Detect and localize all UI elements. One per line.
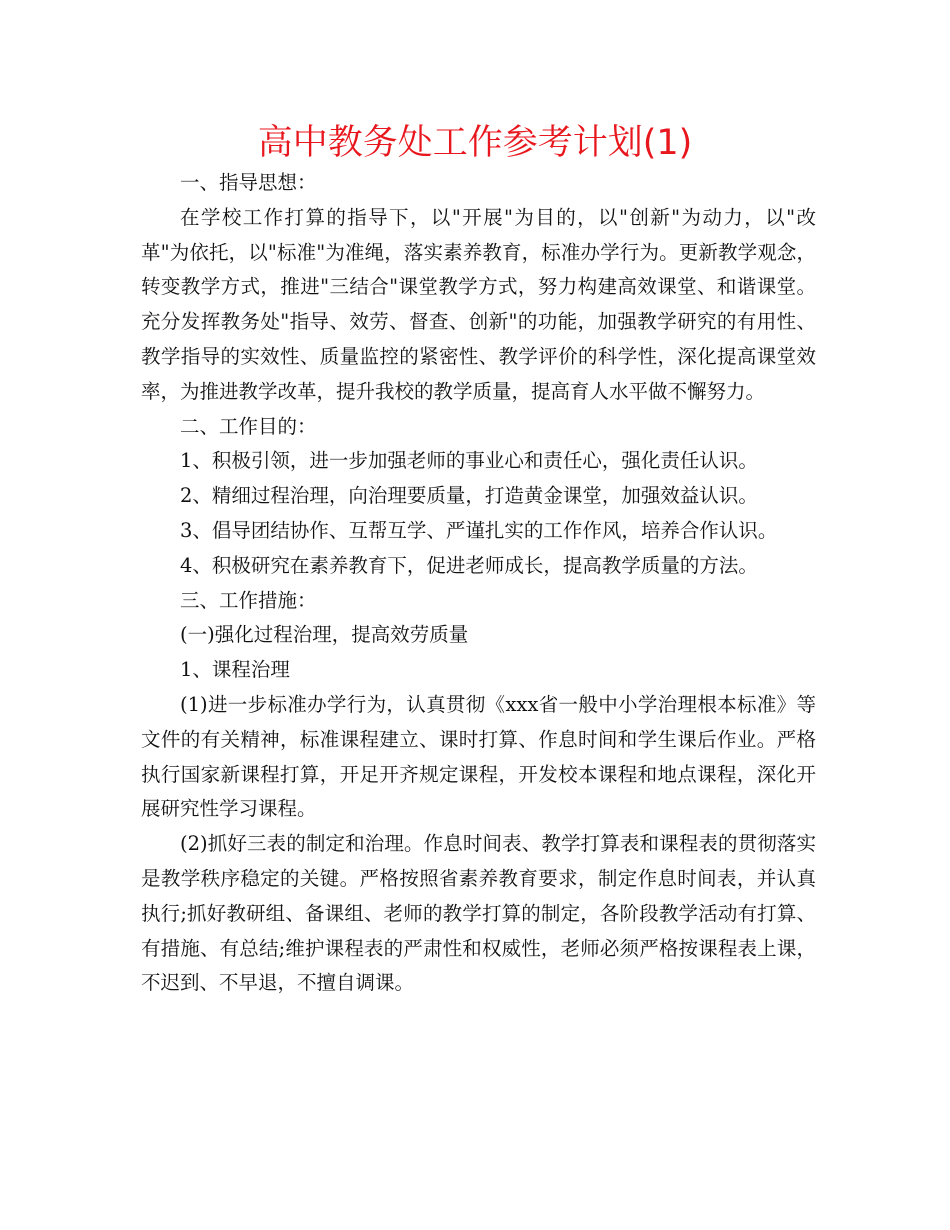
paragraph-measure-2: (2)抓好三表的制定和治理。作息时间表、教学打算表和课程表的贯彻落实是教学秩序稳定的关键。严格按照省素养教育要求，制定作息时间表，并认真执行;抓好教研组、备课组、老师的教学打算的制定，各阶段教学活动有打算、有措施、有总结;维护课程表的严肃性和权威性，老师必须严格按课程表上课，不迟到、不早退，不擅自调课。: [141, 832, 816, 995]
document-title: 高中教务处工作参考计划(1): [257, 123, 693, 163]
list-item-goal-4: 4、积极研究在素养教育下，促进老师成长，提高教学质量的方法。: [180, 553, 758, 577]
list-item-goal-1: 1、积极引领，进一步加强老师的事业心和责任心，强化责任认识。: [180, 449, 758, 473]
document-body: [141, 166, 816, 1001]
list-item-goal-2: 2、精细过程治理，向治理要质量，打造黄金课堂，加强效益认识。: [180, 484, 758, 508]
paragraph-measure-1: (1)进一步标准办学行为，认真贯彻《xxx省一般中小学治理根本标准》等文件的有关精神，标准课程建立、课时打算、作息时间和学生课后作业。严格执行国家新课程打算，开足开齐规定课程，开发校本课程和地点课程，深化开展研究性学习课程。: [141, 692, 816, 821]
section-heading-work-measures: 三、工作措施：: [180, 588, 317, 612]
section-heading-work-goals: 二、工作目的：: [180, 414, 317, 438]
paragraph-guiding-ideology: 在学校工作打算的指导下，以"开展"为目的，以"创新"为动力，以"改革"为依托，以"标准"为准绳，落实素养教育，标准办学行为。更新教学观念，转变教学方式，推进"三结合"课堂教学方式，努力构建高效课堂、和谐课堂。充分发挥教务处"指导、效劳、督查、创新"的功能，加强教学研究的有用性、教学指导的实效性、质量监控的紧密性、教学评价的科学性，深化提高课堂效率，为推进教学改革，提升我校的教学质量，提高育人水平做不懈努力。: [141, 205, 816, 403]
list-item-goal-3: 3、倡导团结协作、互帮互学、严谨扎实的工作作风，培养合作认识。: [180, 518, 778, 542]
section-heading-guiding-ideology: 一、指导思想：: [180, 171, 317, 194]
subsection-heading-course-management: 1、课程治理: [180, 658, 290, 682]
subsection-heading-process-management: (一)强化过程治理，提高效劳质量: [180, 623, 469, 647]
